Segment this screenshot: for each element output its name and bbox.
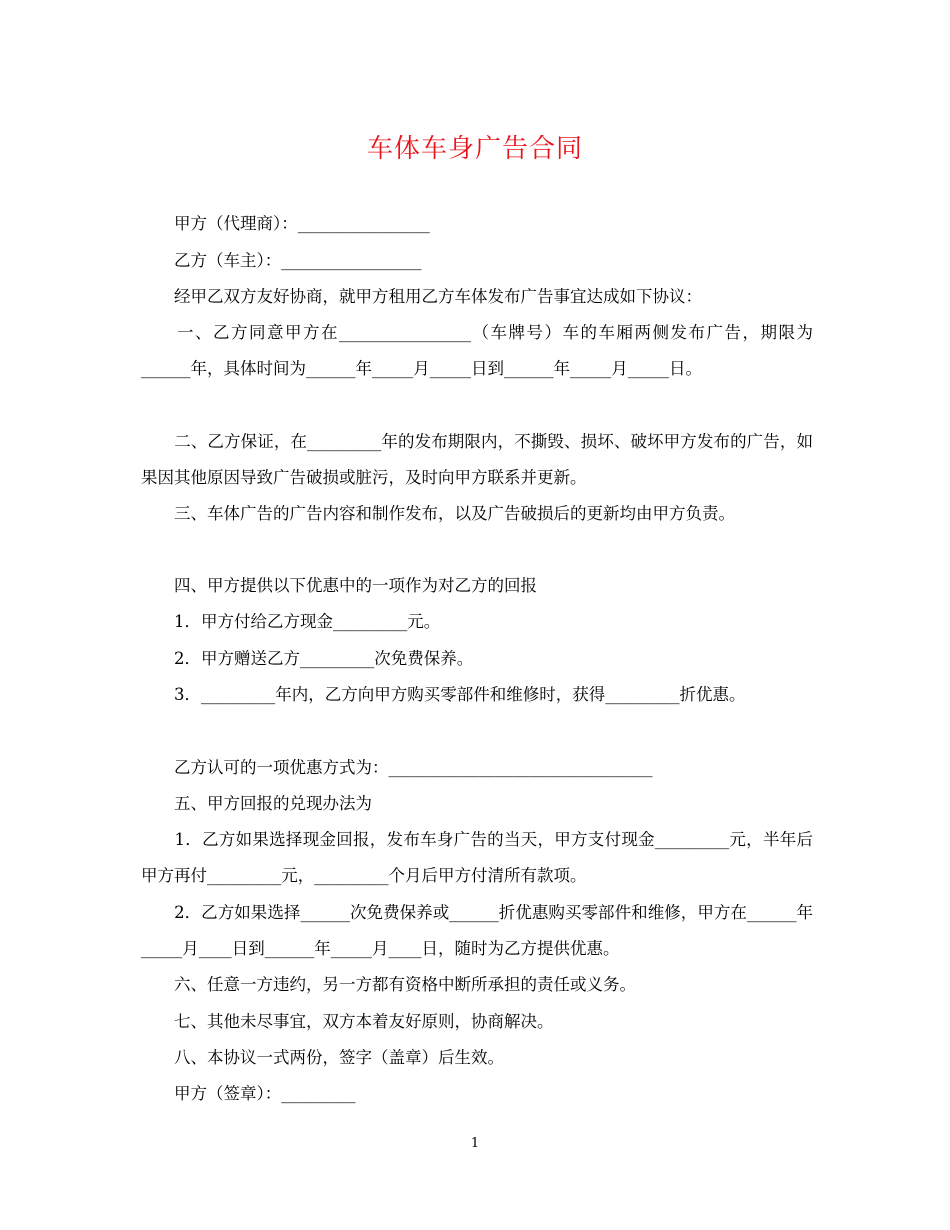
clause-4-item-2: 2．甲方赠送乙方_________次免费保养。 bbox=[141, 649, 474, 668]
clause-2: 二、乙方保证，在_________年的发布期限内，不撕毁、损坏、破坏甲方发布的广告，如果因其他原因导致广告破损或脏污，及时向甲方联系并更新。 bbox=[141, 432, 813, 487]
clause-4: 四、甲方提供以下优惠中的一项作为对乙方的回报 bbox=[141, 576, 537, 595]
chosen-offer-line: 乙方认可的一项优惠方式为：________________________________ bbox=[141, 758, 653, 777]
party-a-signature-line: 甲方（签章）：_________ bbox=[141, 1084, 356, 1103]
clause-8: 八、本协议一式两份，签字（盖章）后生效。 bbox=[141, 1048, 504, 1067]
clause-5-item-1: 1．乙方如果选择现金回报，发布车身广告的当天，甲方支付现金_________元，半年后甲方再付_________元，_________个月后甲方付清所有款项。 bbox=[141, 830, 813, 885]
party-b-line: 乙方（车主）：_________________ bbox=[141, 251, 422, 270]
clause-4-item-3: 3．_________年内，乙方向甲方购买零部件和维修时，获得_________折优惠。 bbox=[141, 685, 746, 704]
document-title: 车体车身广告合同 bbox=[366, 134, 583, 164]
clause-6: 六、任意一方违约，另一方都有资格中断所承担的责任或义务。 bbox=[141, 975, 636, 994]
clause-5: 五、甲方回报的兑现办法为 bbox=[141, 794, 372, 813]
clause-7: 七、其他未尽事宜，双方本着友好原则，协商解决。 bbox=[141, 1012, 554, 1031]
clause-5-item-2: 2．乙方如果选择______次免费保养或______折优惠购买零部件和维修，甲方在______年_____月____日到______年_____月____日，随时为乙方提供优惠。 bbox=[141, 903, 813, 958]
intro-paragraph: 经甲乙双方友好协商，就甲方租用乙方车体发布广告事宜达成如下协议： bbox=[141, 287, 702, 306]
clause-1: 一、乙方同意甲方在________________（车牌号）车的车厢两侧发布广告，期限为______年，具体时间为______年_____月_____日到______年_____月_____日。 bbox=[141, 323, 813, 378]
clause-3: 三、车体广告的广告内容和制作发布，以及广告破损后的更新均由甲方负责。 bbox=[141, 504, 735, 523]
page-number: 1 bbox=[470, 1136, 480, 1151]
party-a-line: 甲方（代理商）：________________ bbox=[141, 214, 430, 233]
clause-4-item-1: 1．甲方付给乙方现金_________元。 bbox=[141, 612, 441, 631]
